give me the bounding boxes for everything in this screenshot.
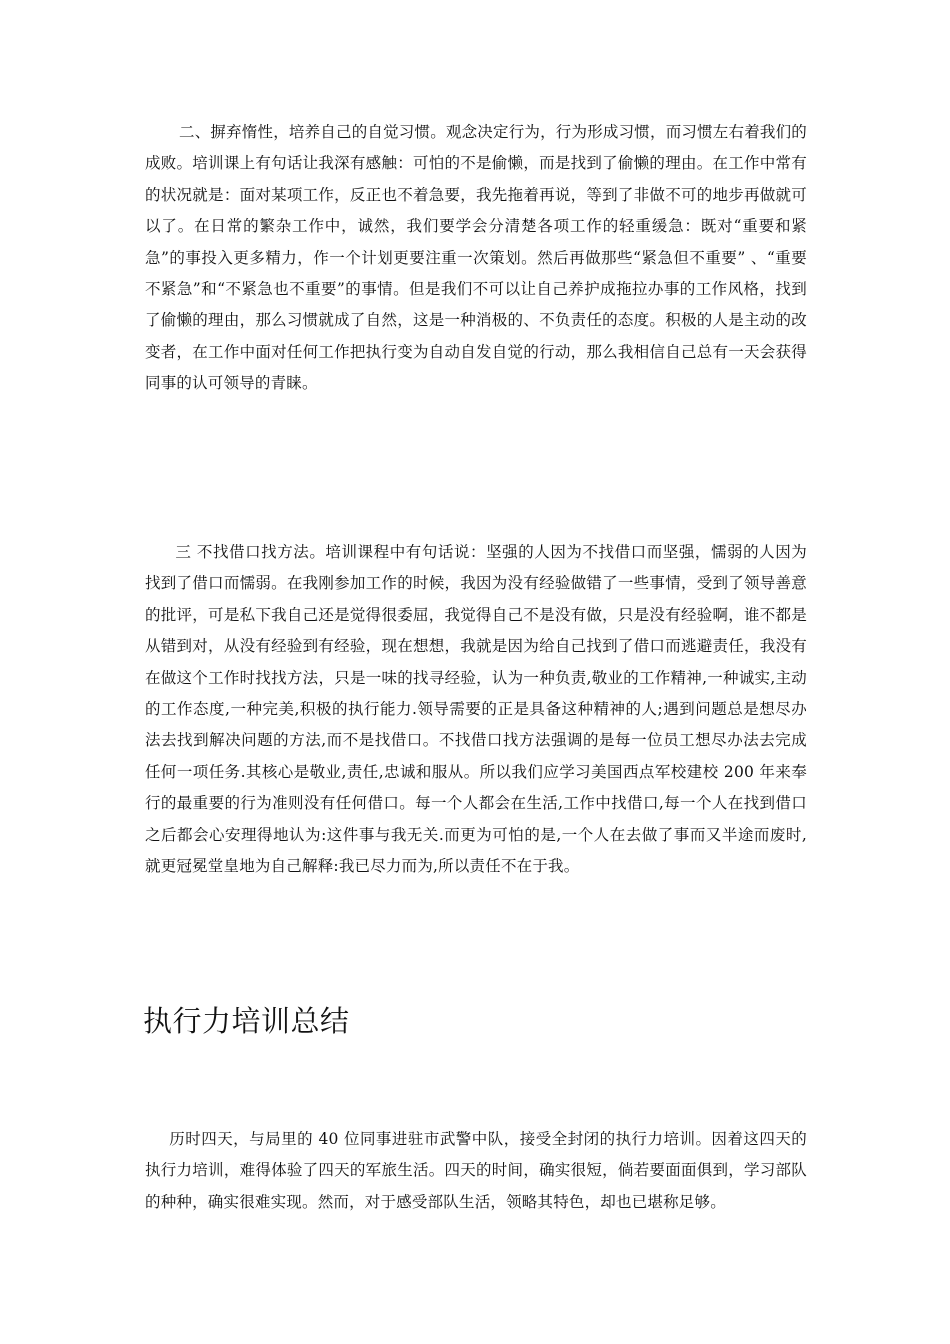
paragraph-section-2 <box>145 117 807 400</box>
document-title: 执行力培训总结 <box>143 1004 350 1038</box>
paragraph-text: 三 不找借口找方法。培训课程中有句话说：坚强的人因为不找借口而坚强，懦弱的人因为找到了借口而懦弱。在我刚参加工作的时候，我因为没有经验做错了一些事情，受到了领导善意的批评，可是私下我自己还是觉得很委屈，我觉得自己不是没有做，只是没有经验啊，谁不都是从错到对，从没有经验到有经验，现在想想，我就是因为给自己找到了借口而逃避责任，我没有在做这个工作时找找方法，只是一味的找寻经验，认为一种负责,敬业的工作精神,一种诚实,主动的工作态度,一种完美,积极的执行能力.领导需要的正是具备这种精神的人;遇到问题总是想尽办法去找到解决问题的方法,而不是找借口。不找借口找方法强调的是每一位员工想尽办法去完成任何一项任务.其核心是敬业,责任,忠诚和服从。所以我们应学习美国西点军校建校 200 年来奉行的最重要的行为准则没有任何借口。每一个人都会在生活,工作中找借口,每一个人在找到借口之后都会心安理得地认为:这件事与我无关.而更为可怕的是,一个人在去做了事而又半途而废时,就更冠冕堂皇地为自己解释:我已尽力而为,所以责任不在于我。 <box>145 543 807 876</box>
paragraph-intro <box>145 1124 807 1218</box>
paragraph-text: 历时四天，与局里的 40 位同事进驻市武警中队，接受全封闭的执行力培训。因着这四天的执行力培训，难得体验了四天的军旅生活。四天的时间，确实很短，倘若要面面俱到，学习部队的种种，确实很难实现。然而，对于感受部队生活，领略其特色，却也已堪称足够。 <box>145 1130 807 1211</box>
paragraph-text: 二、摒弃惰性，培养自己的自觉习惯。观念决定行为，行为形成习惯，而习惯左右着我们的成败。培训课上有句话让我深有感触：可怕的不是偷懒，而是找到了偷懒的理由。在工作中常有的状况就是：面对某项工作，反正也不着急要，我先拖着再说，等到了非做不可的地步再做就可以了。在日常的繁杂工作中，诚然，我们要学会分清楚各项工作的轻重缓急：既对“重要和紧急”的事投入更多精力，作一个计划更要注重一次策划。然后再做那些“紧急但不重要” 、“重要不紧急”和“不紧急也不重要”的事情。但是我们不可以让自己养护成拖拉办事的工作风格，找到了偷懒的理由，那么习惯就成了自然，这是一种消极的、不负责任的态度。积极的人是主动的改变者，在工作中面对任何工作把执行变为自动自发自觉的行动，那么我相信自己总有一天会获得同事的认可领导的青睐。 <box>145 123 808 393</box>
paragraph-section-3 <box>145 537 807 882</box>
